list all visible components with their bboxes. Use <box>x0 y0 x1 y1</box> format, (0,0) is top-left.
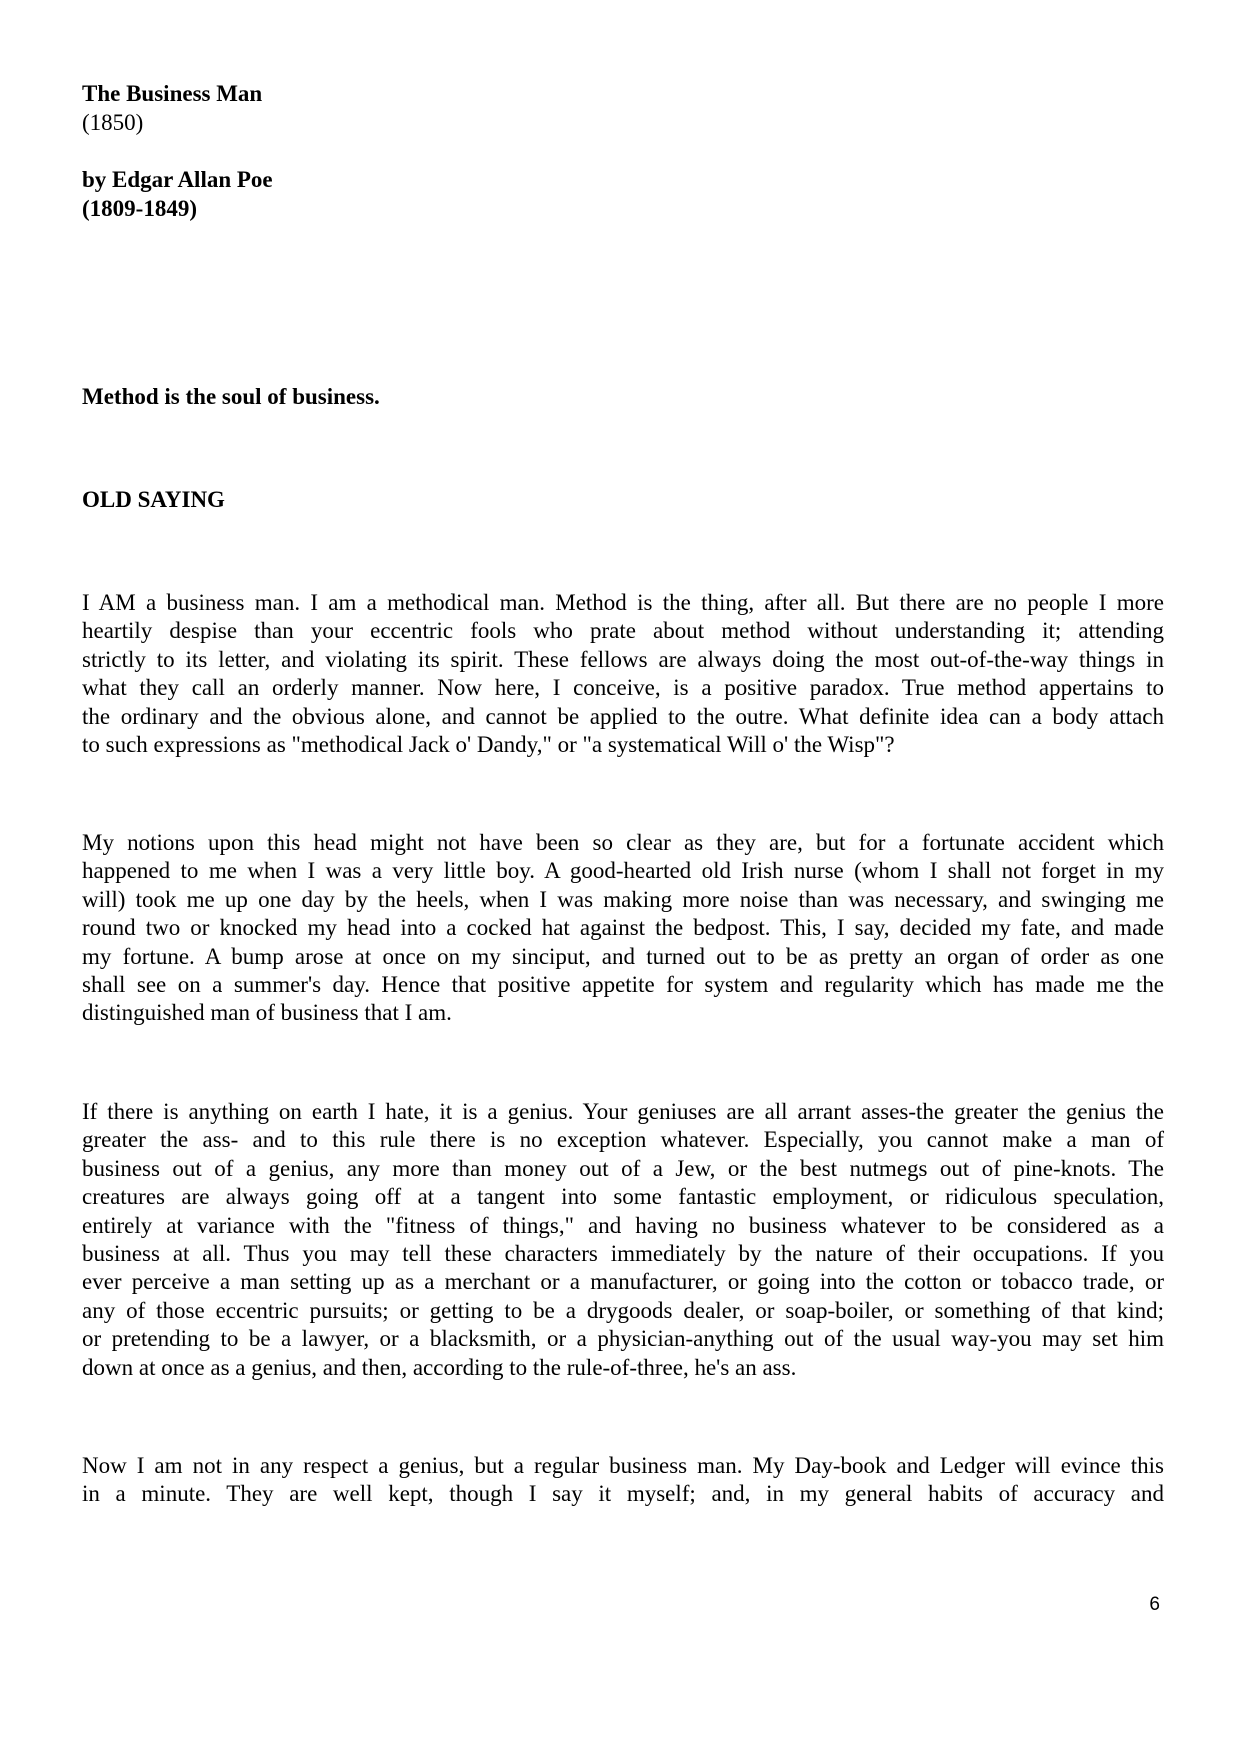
paragraph-line: entirely at variance with the "fitness of things," and having no business whatever to be considered as a <box>82 1212 1164 1238</box>
paragraph-3 <box>82 1098 1164 1382</box>
paragraph-line: I AM a business man. I am a methodical man. Method is the thing, after all. But there are no people I more <box>82 590 1164 615</box>
paragraph-2 <box>82 829 1164 1028</box>
paragraph-line: ever perceive a man setting up as a merchant or a manufacturer, or going into the cotton or tobacco trade, or <box>82 1269 1164 1295</box>
paragraph-line: shall see on a summer's day. Hence that positive appetite for system and regularity which has made me the <box>82 972 1164 998</box>
paragraph-line: down at once as a genius, and then, according to the rule-of-three, he's an ass. <box>82 1354 797 1380</box>
paragraph-line: creatures are always going off at a tangent into some fantastic employment, or ridiculous speculation, <box>82 1184 1164 1210</box>
paragraph-line: any of those eccentric pursuits; or getting to be a drygoods dealer, or soap-boiler, or something of that kind; <box>82 1297 1164 1323</box>
page-number: 6 <box>1149 1594 1160 1615</box>
publication-year: (1850) <box>82 109 144 135</box>
paragraph-line: If there is anything on earth I hate, it is a genius. Your geniuses are all arrant asses-the greater the genius the <box>82 1099 1164 1124</box>
paragraph-line: greater the ass- and to this rule there is no exception whatever. Especially, you cannot make a man of <box>82 1127 1164 1153</box>
paragraph-line: Now I am not in any respect a genius, but a regular business man. My Day-book and Ledger will evince this <box>82 1453 1164 1478</box>
paragraph-line: will) took me up one day by the heels, when I was making more noise than was necessary, and swinging me <box>82 886 1164 912</box>
title-block <box>82 80 1164 137</box>
paragraph-line: or pretending to be a lawyer, or a blacksmith, or a physician-anything out of the usual way-you may set him <box>82 1326 1164 1352</box>
epigraph-attribution: OLD SAYING <box>82 487 225 512</box>
paragraph-line: to such expressions as "methodical Jack o' Dandy," or "a systematical Will o' the Wisp"? <box>82 732 895 758</box>
paragraph-line: the ordinary and the obvious alone, and cannot be applied to the outre. What definite idea can a body attach <box>82 703 1164 729</box>
paragraph-1 <box>82 589 1164 759</box>
author-block <box>82 166 1164 223</box>
paragraph-line: distinguished man of business that I am. <box>82 1000 452 1026</box>
author-dates: (1809-1849) <box>82 195 197 221</box>
author-name: by Edgar Allan Poe <box>82 167 273 192</box>
paragraph-line: what they call an orderly manner. Now here, I conceive, is a positive paradox. True method appertains to <box>82 675 1164 701</box>
paragraph-line: in a minute. They are well kept, though I say it myself; and, in my general habits of accuracy and <box>82 1481 1164 1507</box>
paragraph-line: heartily despise than your eccentric fools who prate about method without understanding it; attending <box>82 618 1164 644</box>
paragraph-line: my fortune. A bump arose at once on my sinciput, and turned out to be as pretty an organ of order as one <box>82 943 1164 969</box>
paragraph-line: round two or knocked my head into a cocked hat against the bedpost. This, I say, decided my fate, and made <box>82 915 1164 941</box>
paragraph-line: strictly to its letter, and violating its spirit. These fellows are always doing the most out-of-the-way things in <box>82 646 1164 672</box>
epigraph-quote: Method is the soul of business. <box>82 384 380 409</box>
paragraph-line: My notions upon this head might not have been so clear as they are, but for a fortunate accident which <box>82 830 1164 855</box>
paragraph-4 <box>82 1452 1164 1509</box>
paragraph-line: business out of a genius, any more than money out of a Jew, or the best nutmegs out of pine-knots. The <box>82 1155 1164 1181</box>
paragraph-line: business at all. Thus you may tell these characters immediately by the nature of their occupations. If you <box>82 1241 1164 1267</box>
paragraph-line: happened to me when I was a very little boy. A good-hearted old Irish nurse (whom I shall not forget in my <box>82 858 1164 884</box>
document-title: The Business Man <box>82 81 263 106</box>
